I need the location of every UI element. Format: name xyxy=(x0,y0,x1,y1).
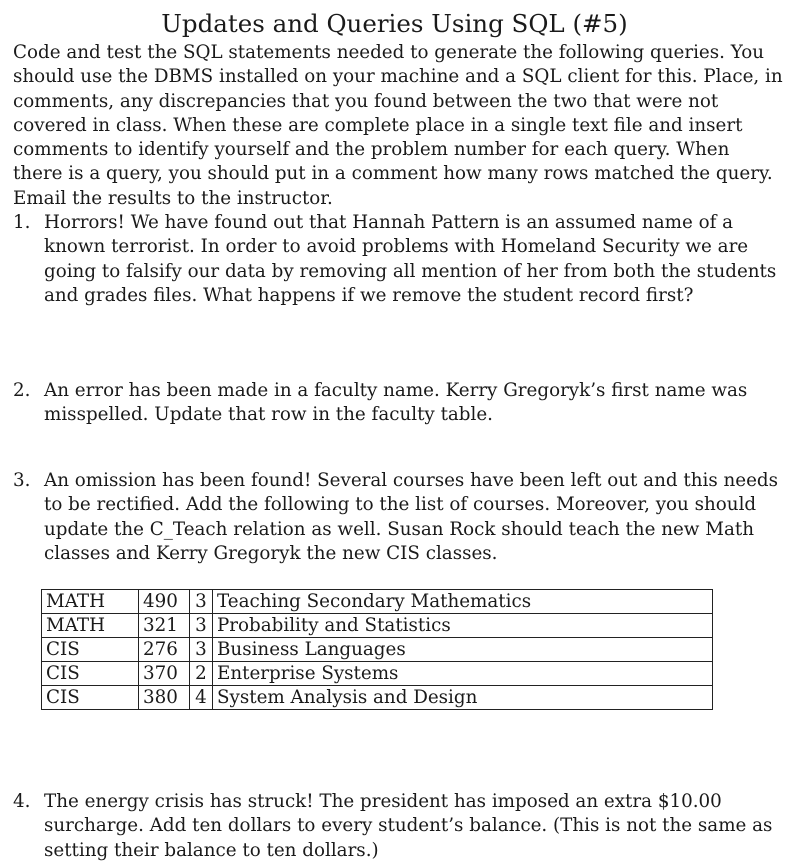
course-number: 321 xyxy=(139,614,190,638)
question-text: An error has been made in a faculty name. Kerry Gregoryk’s first name was misspelled. Update that row in the faculty table. xyxy=(44,380,748,426)
course-credits: 3 xyxy=(190,614,213,638)
table-row xyxy=(42,590,713,614)
course-number: 380 xyxy=(139,686,190,710)
course-dept: MATH xyxy=(42,614,139,638)
course-credits: 3 xyxy=(190,590,213,614)
question-2 xyxy=(13,379,783,428)
question-number: 3. xyxy=(13,470,31,491)
question-number: 2. xyxy=(13,380,31,401)
course-credits: 4 xyxy=(190,686,213,710)
course-credits: 2 xyxy=(190,662,213,686)
question-number: 1. xyxy=(13,212,31,233)
course-number: 276 xyxy=(139,638,190,662)
course-dept: MATH xyxy=(42,590,139,614)
course-title: System Analysis and Design xyxy=(213,686,713,710)
course-number: 370 xyxy=(139,662,190,686)
course-title: Enterprise Systems xyxy=(213,662,713,686)
table-row xyxy=(42,686,713,710)
table-row xyxy=(42,614,713,638)
instructions-paragraph: Code and test the SQL statements needed to generate the following queries. You should use the DBMS installed on your machine and a SQL client for this. Place, in comments, any discrepancies that you found between the two that were not covered in class. When these are complete place in a single text file and insert comments to identify yourself and the problem number for each query. When there is a query, you should put in a comment how many rows matched the query. Email the results to the instructor. xyxy=(13,42,783,209)
course-dept: CIS xyxy=(42,638,139,662)
course-title: Teaching Secondary Mathematics xyxy=(213,590,713,614)
table-row xyxy=(42,638,713,662)
page-title: Updates and Queries Using SQL (#5) xyxy=(161,9,628,38)
table-row xyxy=(42,662,713,686)
question-3 xyxy=(13,469,783,566)
question-text: An omission has been found! Several courses have been left out and this needs to be rectified. Add the following to the list of courses. Moreover, you should update the C_Teach relation as well. Susan Rock should teach the new Math classes and Kerry Gregoryk the new CIS classes. xyxy=(44,470,779,564)
course-credits: 3 xyxy=(190,638,213,662)
question-number: 4. xyxy=(13,791,31,812)
course-title: Probability and Statistics xyxy=(213,614,713,638)
courses-table xyxy=(41,589,713,710)
course-title: Business Languages xyxy=(213,638,713,662)
course-number: 490 xyxy=(139,590,190,614)
question-4 xyxy=(13,790,783,863)
question-1 xyxy=(13,211,783,308)
course-dept: CIS xyxy=(42,662,139,686)
question-text: Horrors! We have found out that Hannah Pattern is an assumed name of a known terrorist. In order to avoid problems with Homeland Security we are going to falsify our data by removing all mention of her from both the students and grades files. What happens if we remove the student record first? xyxy=(44,212,777,306)
course-dept: CIS xyxy=(42,686,139,710)
question-text: The energy crisis has struck! The president has imposed an extra $10.00 surcharge. Add ten dollars to every student’s balance. (This is not the same as setting their balance to ten dollars.) xyxy=(44,791,773,861)
